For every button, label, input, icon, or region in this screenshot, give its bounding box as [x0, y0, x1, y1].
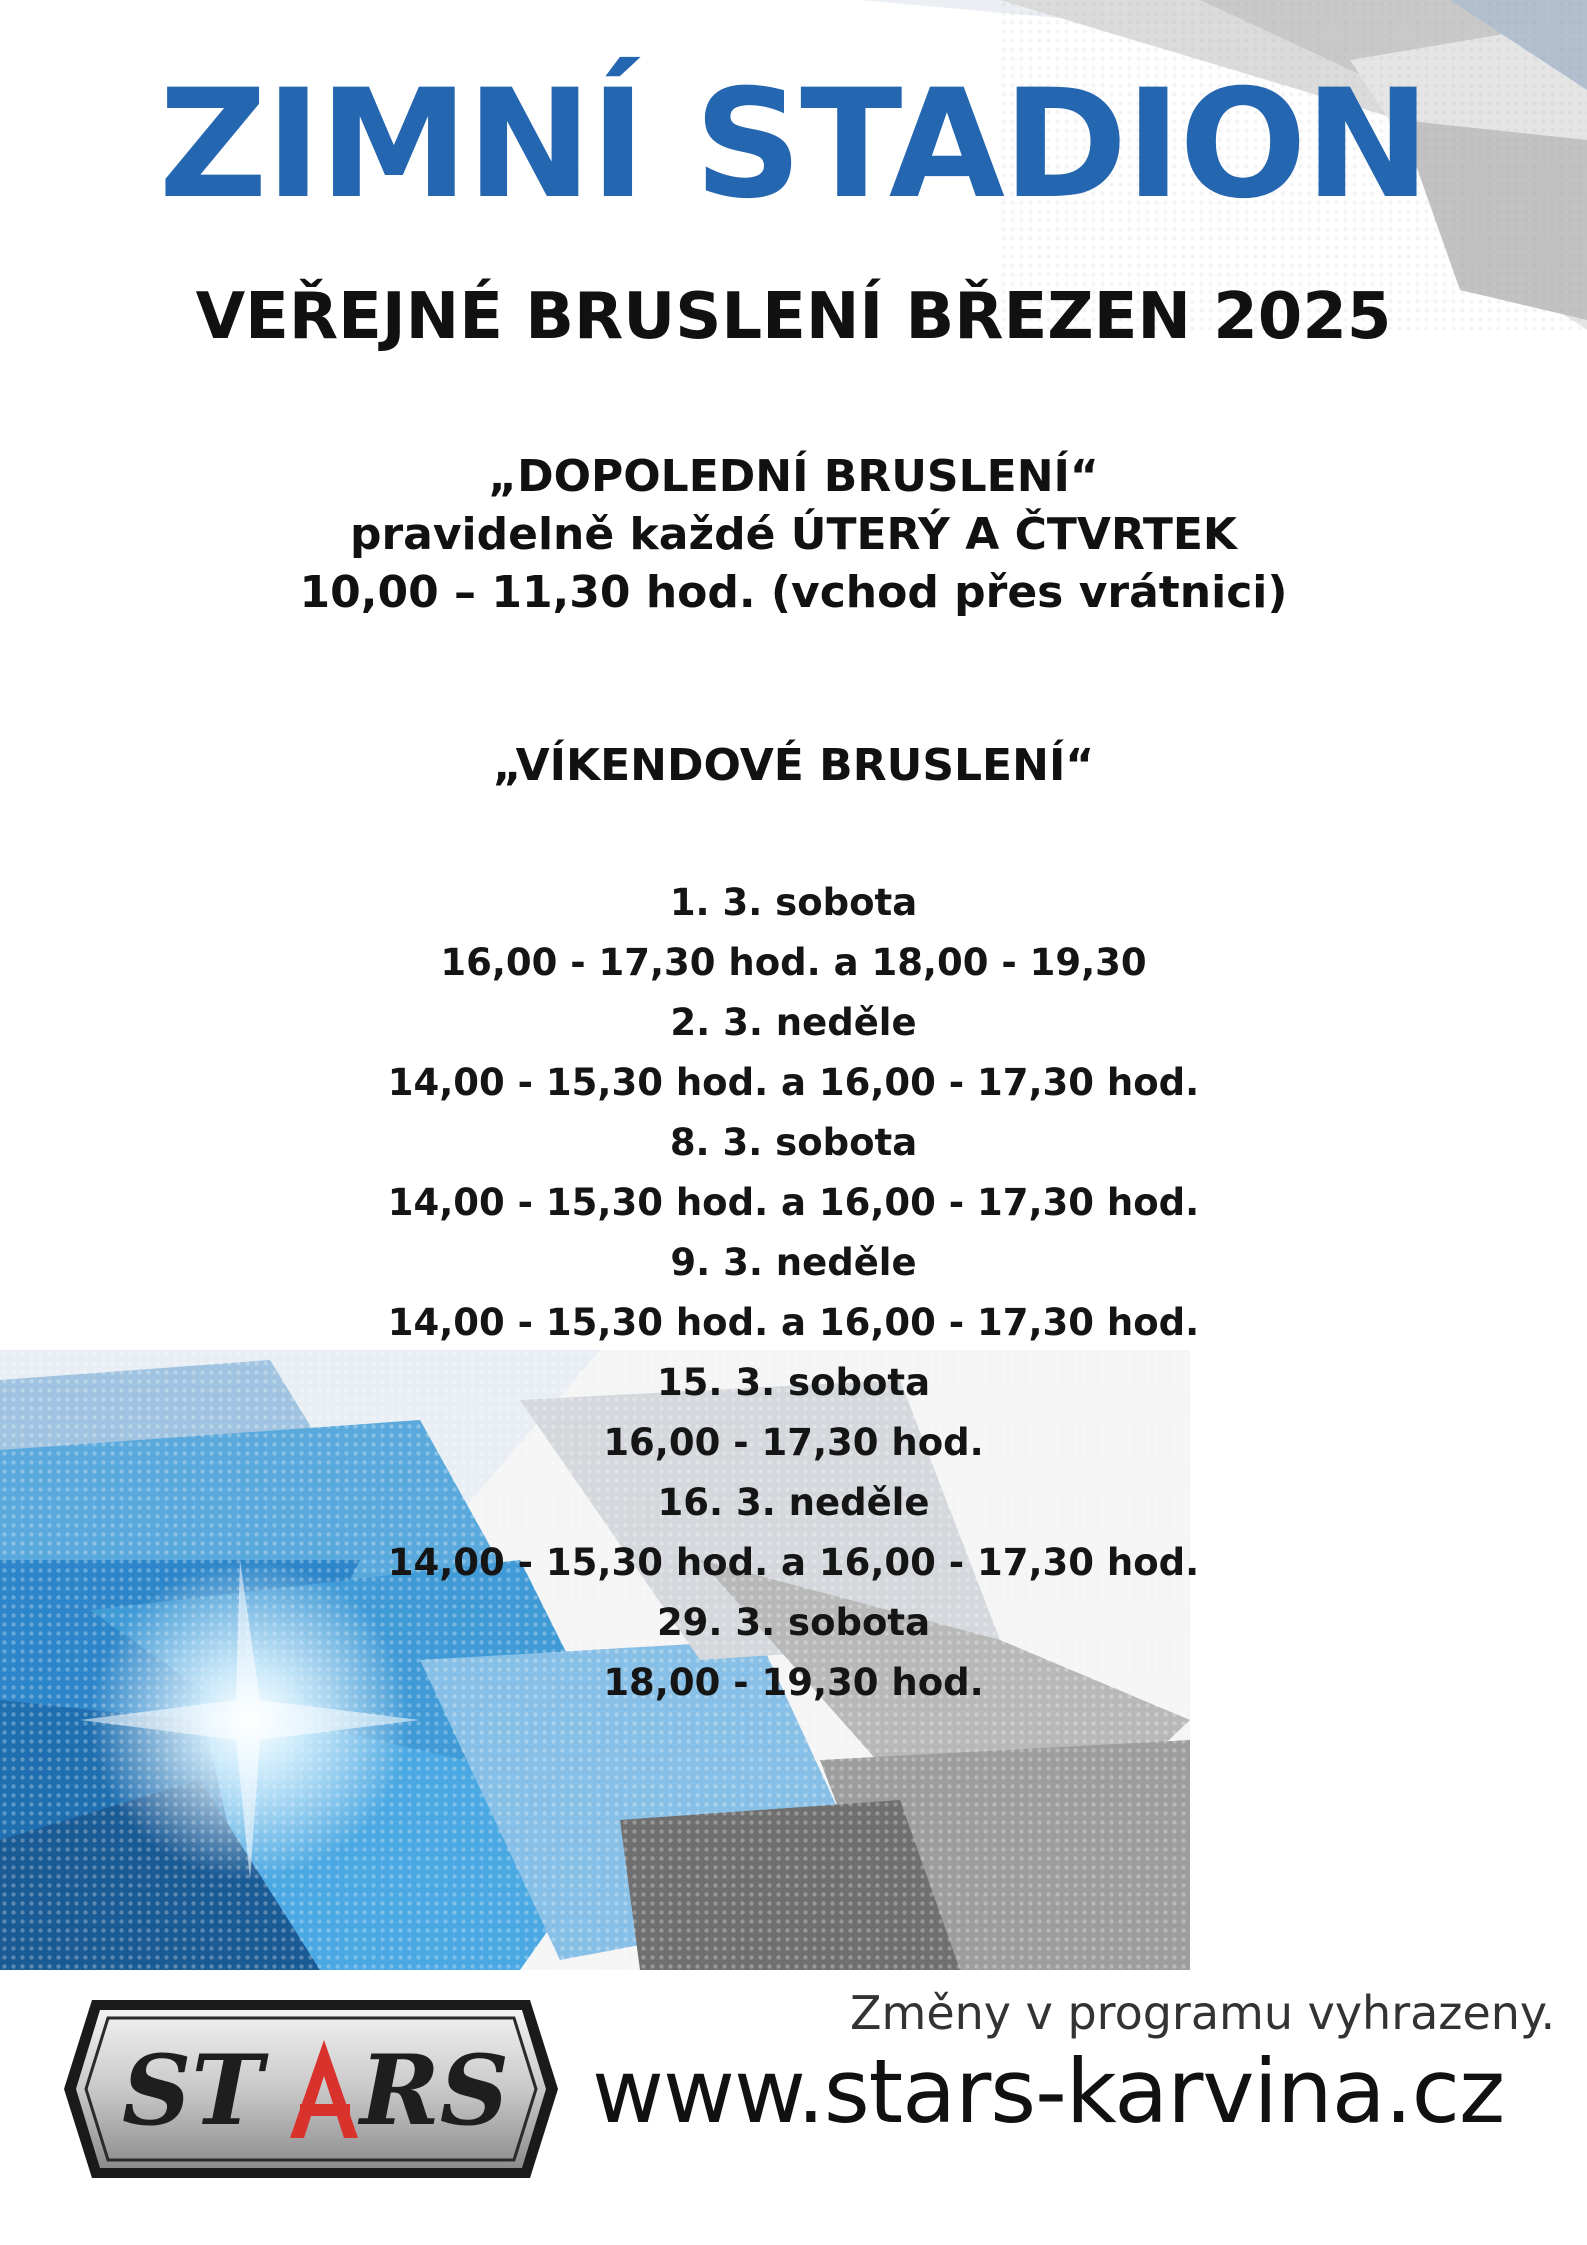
- schedule-time: 14,00 - 15,30 hod. a 16,00 - 17,30 hod.: [387, 1181, 1200, 1224]
- morning-skating-section: [0, 448, 1587, 622]
- svg-text:RS: RS: [360, 2034, 510, 2147]
- schedule-day: 16. 3. neděle: [657, 1481, 930, 1524]
- svg-text:ST: ST: [122, 2034, 263, 2147]
- schedule-day: 2. 3. neděle: [670, 1001, 917, 1044]
- schedule-time: 14,00 - 15,30 hod. a 16,00 - 17,30 hod.: [387, 1301, 1200, 1344]
- schedule-day: 8. 3. sobota: [669, 1121, 918, 1164]
- schedule-day: 1. 3. sobota: [669, 881, 918, 924]
- morning-days: pravidelně každé ÚTERÝ A ČTVRTEK: [349, 509, 1238, 560]
- schedule-day: 15. 3. sobota: [656, 1361, 931, 1404]
- schedule-day: 29. 3. sobota: [656, 1601, 931, 1644]
- page-title: ZIMNÍ STADION: [158, 58, 1429, 232]
- schedule-time: 14,00 - 15,30 hod. a 16,00 - 17,30 hod.: [387, 1541, 1200, 1584]
- schedule-time: 14,00 - 15,30 hod. a 16,00 - 17,30 hod.: [387, 1061, 1200, 1104]
- morning-heading: „DOPOLEDNÍ BRUSLENÍ“: [488, 451, 1099, 502]
- schedule-day: 9. 3. neděle: [670, 1241, 917, 1284]
- changes-note: Změny v programu vyhrazeny.: [850, 1986, 1556, 2040]
- weekend-heading: „VÍKENDOVÉ BRUSLENÍ“: [492, 740, 1095, 791]
- stars-logo: [62, 1996, 560, 2182]
- schedule-time: 16,00 - 17,30 hod.: [603, 1421, 984, 1464]
- schedule-time: 18,00 - 19,30 hod.: [603, 1661, 984, 1704]
- weekend-schedule: [0, 873, 1587, 1713]
- morning-time: 10,00 – 11,30 hod. (vchod přes vrátnici): [299, 567, 1288, 618]
- page-subtitle: VEŘEJNÉ BRUSLENÍ BŘEZEN 2025: [195, 280, 1392, 354]
- website-link[interactable]: www.stars-karvina.cz: [592, 2040, 1505, 2143]
- schedule-time: 16,00 - 17,30 hod. a 18,00 - 19,30: [440, 941, 1147, 984]
